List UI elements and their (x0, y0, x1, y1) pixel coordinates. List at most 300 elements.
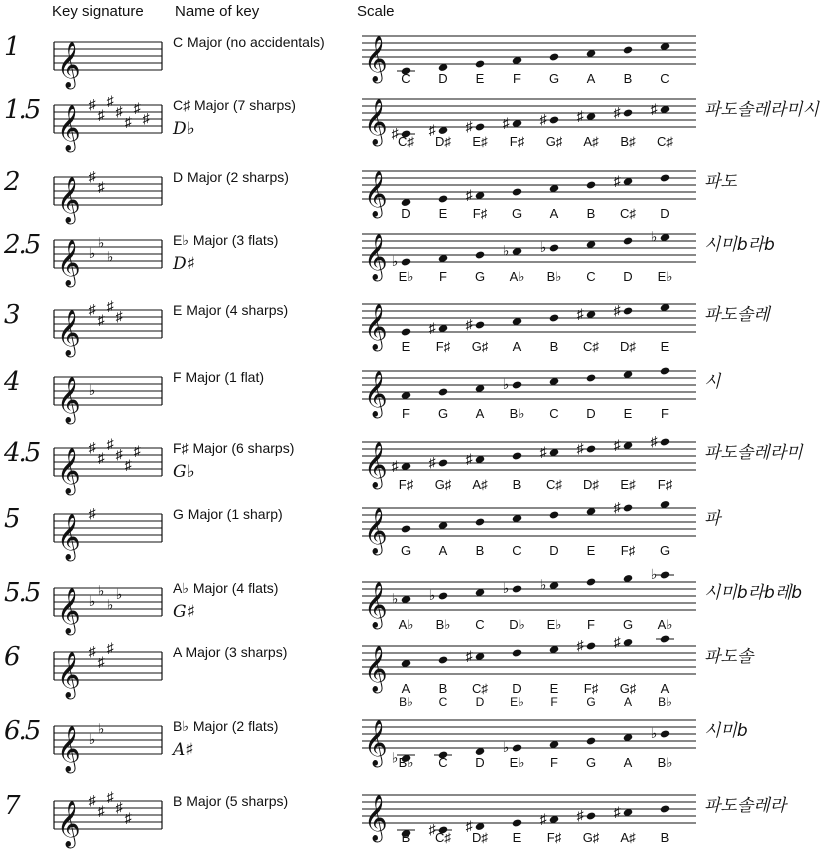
scale-staff (360, 290, 700, 356)
note-head (660, 634, 670, 643)
sharp-icon: ♯ (133, 99, 141, 116)
note-label: G♯ (471, 339, 489, 354)
sharp-icon: ♯ (428, 121, 436, 138)
note-label-alt: F (550, 695, 558, 709)
note-label: F♯ (620, 543, 636, 558)
note-head (475, 517, 485, 526)
note-label: D (660, 206, 670, 221)
treble-clef-icon: 𝄞 (364, 372, 388, 416)
sharp-icon: ♯ (539, 111, 547, 127)
key-signature-staff (52, 434, 167, 496)
note-label: F♯ (472, 206, 488, 221)
note-label: G♯ (434, 477, 452, 492)
flat-icon: ♭ (391, 749, 399, 766)
note-label: E (475, 71, 485, 86)
sharp-icon: ♯ (539, 810, 547, 827)
note-label: C (660, 71, 670, 86)
sharp-icon: ♯ (650, 100, 658, 117)
note-label: A (475, 406, 485, 421)
flat-icon: ♭ (88, 593, 96, 609)
note-label: C (475, 617, 485, 632)
note-label: E (586, 543, 596, 558)
note-label: B♭ (546, 269, 562, 284)
note-head (586, 180, 596, 189)
enharmonic-note: D♯ (173, 254, 195, 274)
treble-clef-icon: 𝄞 (364, 721, 388, 765)
sharp-icon: ♯ (97, 178, 105, 195)
sharp-icon: ♯ (106, 297, 114, 314)
handwritten-number: 5.5 (4, 578, 40, 608)
sharp-icon: ♯ (124, 809, 132, 826)
enharmonic-note: A♯ (173, 740, 194, 760)
enharmonic-note: D♭ (173, 119, 195, 139)
sharp-icon: ♯ (576, 807, 584, 823)
note-head (660, 366, 670, 375)
handwritten-annotation: 파 (704, 509, 721, 529)
treble-clef-icon: 𝄞 (57, 589, 81, 633)
note-head (586, 373, 596, 382)
sharp-icon: ♯ (97, 449, 105, 466)
note-head (549, 313, 559, 322)
note-head (512, 380, 522, 389)
note-label: C♯ (546, 477, 562, 492)
note-label: A♯ (620, 830, 636, 845)
key-row (0, 632, 832, 709)
handwritten-number: 7 (4, 791, 19, 821)
key-signature-staff (52, 712, 167, 774)
scale-staff (360, 494, 700, 560)
note-head (475, 320, 485, 329)
treble-clef-icon: 𝄞 (57, 106, 81, 150)
note-label: C♯ (620, 206, 636, 221)
note-label: C♯ (435, 830, 451, 845)
handwritten-number: 2 (4, 167, 19, 197)
sharp-icon: ♯ (124, 113, 132, 130)
flat-icon: ♭ (106, 248, 114, 265)
note-label: A (623, 755, 633, 770)
treble-clef-icon: 𝄞 (57, 43, 81, 87)
note-label: E (660, 339, 670, 354)
note-label: F♯ (657, 477, 673, 492)
note-label: G (437, 406, 449, 421)
sharp-icon: ♯ (88, 96, 96, 112)
note-label: C♯ (398, 134, 414, 149)
note-head (586, 736, 596, 745)
header-name-of-key: Name of key (175, 3, 260, 20)
note-label: D♯ (583, 477, 599, 492)
sharp-icon: ♯ (88, 643, 96, 659)
note-label: E♯ (620, 477, 636, 492)
flat-icon: ♭ (97, 234, 105, 251)
treble-clef-icon: 𝄞 (57, 515, 81, 559)
scale-staff (360, 781, 700, 847)
handwritten-number: 6.5 (4, 716, 40, 746)
note-label-alt: B♭ (399, 695, 413, 709)
sharp-icon: ♯ (613, 104, 621, 120)
sharp-icon: ♯ (106, 639, 114, 656)
note-label: C♯ (472, 681, 488, 696)
note-label: F (550, 755, 558, 770)
note-label: E♭ (546, 617, 562, 632)
treble-clef-icon: 𝄞 (57, 178, 81, 222)
flat-icon: ♭ (97, 720, 105, 737)
note-label: F (513, 71, 521, 86)
sharp-icon: ♯ (613, 436, 621, 453)
note-label: F♯ (435, 339, 451, 354)
handwritten-annotation: 파도솔 (704, 647, 754, 667)
flat-icon: ♭ (106, 596, 114, 613)
note-label: E (549, 681, 559, 696)
note-label: A♭ (657, 617, 673, 632)
note-head (401, 257, 411, 266)
treble-clef-icon: 𝄞 (364, 37, 388, 81)
scale-staff (360, 357, 700, 423)
sharp-icon: ♯ (576, 440, 584, 456)
sharp-icon: ♯ (106, 92, 114, 109)
sharp-icon: ♯ (502, 114, 510, 131)
note-head (438, 194, 448, 203)
scale-staff (360, 706, 700, 772)
note-label: F (402, 406, 410, 421)
sharp-icon: ♯ (428, 454, 436, 470)
treble-clef-icon: 𝄞 (364, 100, 388, 144)
note-head (438, 387, 448, 396)
flat-icon: ♭ (502, 580, 510, 596)
scale-staff (360, 568, 700, 634)
key-row (0, 290, 832, 355)
handwritten-number: 3 (4, 300, 19, 330)
note-label: A (549, 206, 559, 221)
note-head (549, 510, 559, 519)
note-head (512, 584, 522, 593)
note-label: A (660, 681, 670, 696)
note-head (475, 59, 485, 68)
key-row (0, 428, 832, 493)
sharp-icon: ♯ (97, 653, 105, 670)
note-label: D♭ (509, 617, 525, 632)
sharp-icon: ♯ (142, 110, 150, 126)
sharp-icon: ♯ (613, 633, 621, 650)
note-head (549, 52, 559, 61)
note-label: D (549, 543, 559, 558)
note-label: F♯ (546, 830, 562, 845)
key-row (0, 781, 832, 846)
note-label: D (512, 681, 522, 696)
sharp-icon: ♯ (88, 505, 96, 521)
sharp-icon: ♯ (133, 442, 141, 459)
scale-staff (360, 428, 700, 494)
handwritten-number: 1.5 (4, 95, 40, 125)
key-name: A♭ Major (4 flats) (173, 580, 279, 596)
note-label: B (623, 71, 633, 86)
key-row (0, 85, 832, 150)
note-head (623, 236, 633, 245)
note-label: C♯ (583, 339, 599, 354)
note-head (660, 437, 670, 446)
note-head (401, 327, 411, 336)
sharp-icon: ♯ (97, 311, 105, 328)
key-name: F♯ Major (6 sharps) (173, 440, 295, 456)
sharp-icon: ♯ (465, 647, 473, 664)
note-label: G (474, 269, 486, 284)
note-head (438, 655, 448, 664)
flat-icon: ♭ (391, 590, 399, 607)
note-label: C (512, 543, 522, 558)
note-head (512, 187, 522, 196)
note-label: A♯ (583, 134, 599, 149)
treble-clef-icon: 𝄞 (364, 509, 388, 553)
flat-icon: ♭ (88, 382, 96, 398)
note-label: G (585, 755, 597, 770)
note-head (401, 524, 411, 533)
treble-clef-icon: 𝄞 (57, 653, 81, 697)
handwritten-number: 5 (4, 504, 19, 534)
note-label: A (438, 543, 448, 558)
note-label: F (661, 406, 669, 421)
flat-icon: ♭ (115, 586, 123, 602)
note-label: C (438, 755, 448, 770)
key-row (0, 157, 832, 222)
handwritten-annotation: 시미b (704, 721, 748, 741)
treble-clef-icon: 𝄞 (364, 647, 388, 691)
flat-icon: ♭ (391, 253, 399, 269)
note-head (660, 570, 670, 579)
handwritten-annotation: 파도 (704, 172, 737, 192)
note-head (623, 503, 633, 512)
key-row (0, 706, 832, 771)
handwritten-number: 4.5 (4, 438, 40, 468)
note-head (549, 115, 559, 124)
enharmonic-note: G♯ (173, 602, 195, 622)
sharp-icon: ♯ (88, 168, 96, 184)
handwritten-number: 2.5 (4, 230, 40, 260)
note-head (512, 648, 522, 657)
note-head (660, 173, 670, 182)
note-label: E (438, 206, 448, 221)
key-row (0, 494, 832, 559)
note-head (475, 250, 485, 259)
key-signature-staff (52, 91, 167, 153)
handwritten-annotation: 시미b라b레b (704, 583, 803, 603)
note-label: F (587, 617, 595, 632)
header-key-signature: Key signature (52, 3, 144, 20)
note-label: F (439, 269, 447, 284)
sharp-icon: ♯ (613, 803, 621, 820)
note-head (660, 729, 670, 738)
handwritten-annotation: 파도솔레라 (704, 796, 787, 816)
treble-clef-icon: 𝄞 (364, 443, 388, 487)
note-label: A♯ (472, 477, 488, 492)
flat-icon: ♭ (502, 376, 510, 392)
note-label: B (549, 339, 559, 354)
key-row (0, 22, 832, 87)
treble-clef-icon: 𝄞 (57, 802, 81, 846)
treble-clef-icon: 𝄞 (57, 311, 81, 355)
key-name: C Major (no accidentals) (173, 34, 325, 50)
sharp-icon: ♯ (613, 302, 621, 318)
sharp-icon: ♯ (576, 305, 584, 322)
sharp-icon: ♯ (576, 107, 584, 124)
note-label: B (475, 543, 485, 558)
treble-clef-icon: 𝄞 (57, 378, 81, 422)
note-label: D♯ (472, 830, 488, 845)
sharp-icon: ♯ (428, 821, 436, 837)
note-label: E♭ (398, 269, 414, 284)
key-signature-staff (52, 638, 167, 700)
sharp-icon: ♯ (465, 118, 473, 134)
flat-icon: ♭ (650, 568, 658, 582)
note-label: G♯ (545, 134, 563, 149)
key-signature-staff (52, 500, 167, 562)
treble-clef-icon: 𝄞 (364, 305, 388, 349)
note-head (586, 811, 596, 820)
key-name: B Major (5 sharps) (173, 793, 289, 809)
sharp-icon: ♯ (391, 457, 399, 474)
scale-staff (360, 22, 700, 88)
treble-clef-icon: 𝄞 (57, 449, 81, 493)
note-label: G (400, 543, 412, 558)
key-name: B♭ Major (2 flats) (173, 718, 279, 734)
sharp-icon: ♯ (88, 301, 96, 317)
note-head (623, 108, 633, 117)
treble-clef-icon: 𝄞 (57, 241, 81, 285)
key-name: G Major (1 sharp) (173, 506, 283, 522)
scale-staff (360, 632, 700, 712)
flat-icon: ♭ (428, 587, 436, 603)
sharp-icon: ♯ (465, 817, 473, 834)
note-label: A (586, 71, 596, 86)
note-head (438, 458, 448, 467)
handwritten-number: 1 (4, 32, 19, 62)
handwritten-number: 4 (4, 367, 19, 397)
note-label: F♯ (509, 134, 525, 149)
note-label: D (438, 71, 448, 86)
sharp-icon: ♯ (115, 446, 123, 462)
flat-icon: ♭ (97, 582, 105, 599)
note-label: G (622, 617, 634, 632)
note-label: G♯ (619, 681, 637, 696)
sharp-icon: ♯ (465, 186, 473, 203)
note-label: D (623, 269, 633, 284)
note-label: A (512, 339, 522, 354)
note-label: B (660, 830, 670, 845)
treble-clef-icon: 𝄞 (57, 727, 81, 771)
note-label: B (401, 830, 411, 845)
treble-clef-icon: 𝄞 (364, 796, 388, 840)
note-label: G (511, 206, 523, 221)
flat-icon: ♭ (650, 228, 658, 245)
note-label: E (401, 339, 411, 354)
sharp-icon: ♯ (613, 172, 621, 189)
key-name: F Major (1 flat) (173, 369, 265, 385)
sharp-icon: ♯ (106, 788, 114, 805)
key-signature-staff (52, 574, 167, 636)
note-head (512, 451, 522, 460)
key-row (0, 568, 832, 633)
note-label: G♯ (582, 830, 600, 845)
note-label: B♯ (620, 134, 636, 149)
key-signature-staff (52, 226, 167, 288)
flat-icon: ♭ (88, 731, 96, 747)
sharp-icon: ♯ (576, 637, 584, 653)
key-signature-staff (52, 163, 167, 225)
note-label: D (401, 206, 411, 221)
note-label-alt: C (438, 695, 448, 709)
note-label: C (586, 269, 596, 284)
sharp-icon: ♯ (115, 103, 123, 119)
note-label: E (512, 830, 522, 845)
note-label: C♯ (657, 134, 673, 149)
flat-icon: ♭ (539, 576, 547, 593)
note-label: B♭ (509, 406, 525, 421)
sharp-icon: ♯ (106, 435, 114, 452)
enharmonic-note: G♭ (173, 462, 195, 482)
note-label: B (586, 206, 596, 221)
key-row (0, 220, 832, 285)
key-name: E♭ Major (3 flats) (173, 232, 279, 248)
note-label: E (623, 406, 633, 421)
note-label: B (438, 681, 448, 696)
note-label: A♭ (398, 617, 414, 632)
note-label: A (401, 681, 411, 696)
note-label: D♯ (620, 339, 636, 354)
sharp-icon: ♯ (97, 802, 105, 819)
key-name: A Major (3 sharps) (173, 644, 288, 660)
flat-icon: ♭ (502, 739, 510, 755)
scale-staff (360, 85, 700, 151)
sharp-icon: ♯ (539, 443, 547, 460)
handwritten-number: 6 (4, 642, 19, 672)
note-label: B (512, 477, 522, 492)
scale-staff (360, 220, 700, 286)
note-head (623, 306, 633, 315)
note-label: E♭ (509, 755, 525, 770)
note-label-alt: B♭ (658, 695, 672, 709)
note-label-alt: E♭ (510, 695, 524, 709)
sharp-icon: ♯ (88, 439, 96, 455)
note-head (438, 591, 448, 600)
note-label: C (401, 71, 411, 86)
treble-clef-icon: 𝄞 (364, 583, 388, 627)
note-label-alt: A (623, 695, 633, 709)
note-label: C (549, 406, 559, 421)
note-head (586, 444, 596, 453)
note-label: G (548, 71, 560, 86)
sharp-icon: ♯ (650, 433, 658, 449)
treble-clef-icon: 𝄞 (364, 172, 388, 216)
note-label: F♯ (398, 477, 414, 492)
key-name: C♯ Major (7 sharps) (173, 97, 296, 113)
handwritten-annotation: 파도솔레라미시 (704, 100, 819, 120)
key-name: E Major (4 sharps) (173, 302, 289, 318)
handwritten-annotation: 시미b라b (704, 235, 775, 255)
note-label: B♭ (435, 617, 451, 632)
note-head (549, 243, 559, 252)
flat-icon: ♭ (88, 245, 96, 261)
note-label: D♯ (435, 134, 451, 149)
flat-icon: ♭ (650, 725, 658, 741)
sharp-icon: ♯ (88, 792, 96, 808)
flat-icon: ♭ (539, 239, 547, 255)
note-head (512, 743, 522, 752)
sharp-icon: ♯ (465, 316, 473, 332)
key-row (0, 357, 832, 422)
note-label: A♭ (509, 269, 525, 284)
scale-staff (360, 157, 700, 223)
note-label: B♭ (657, 755, 673, 770)
note-label: D (475, 755, 485, 770)
note-head (586, 641, 596, 650)
